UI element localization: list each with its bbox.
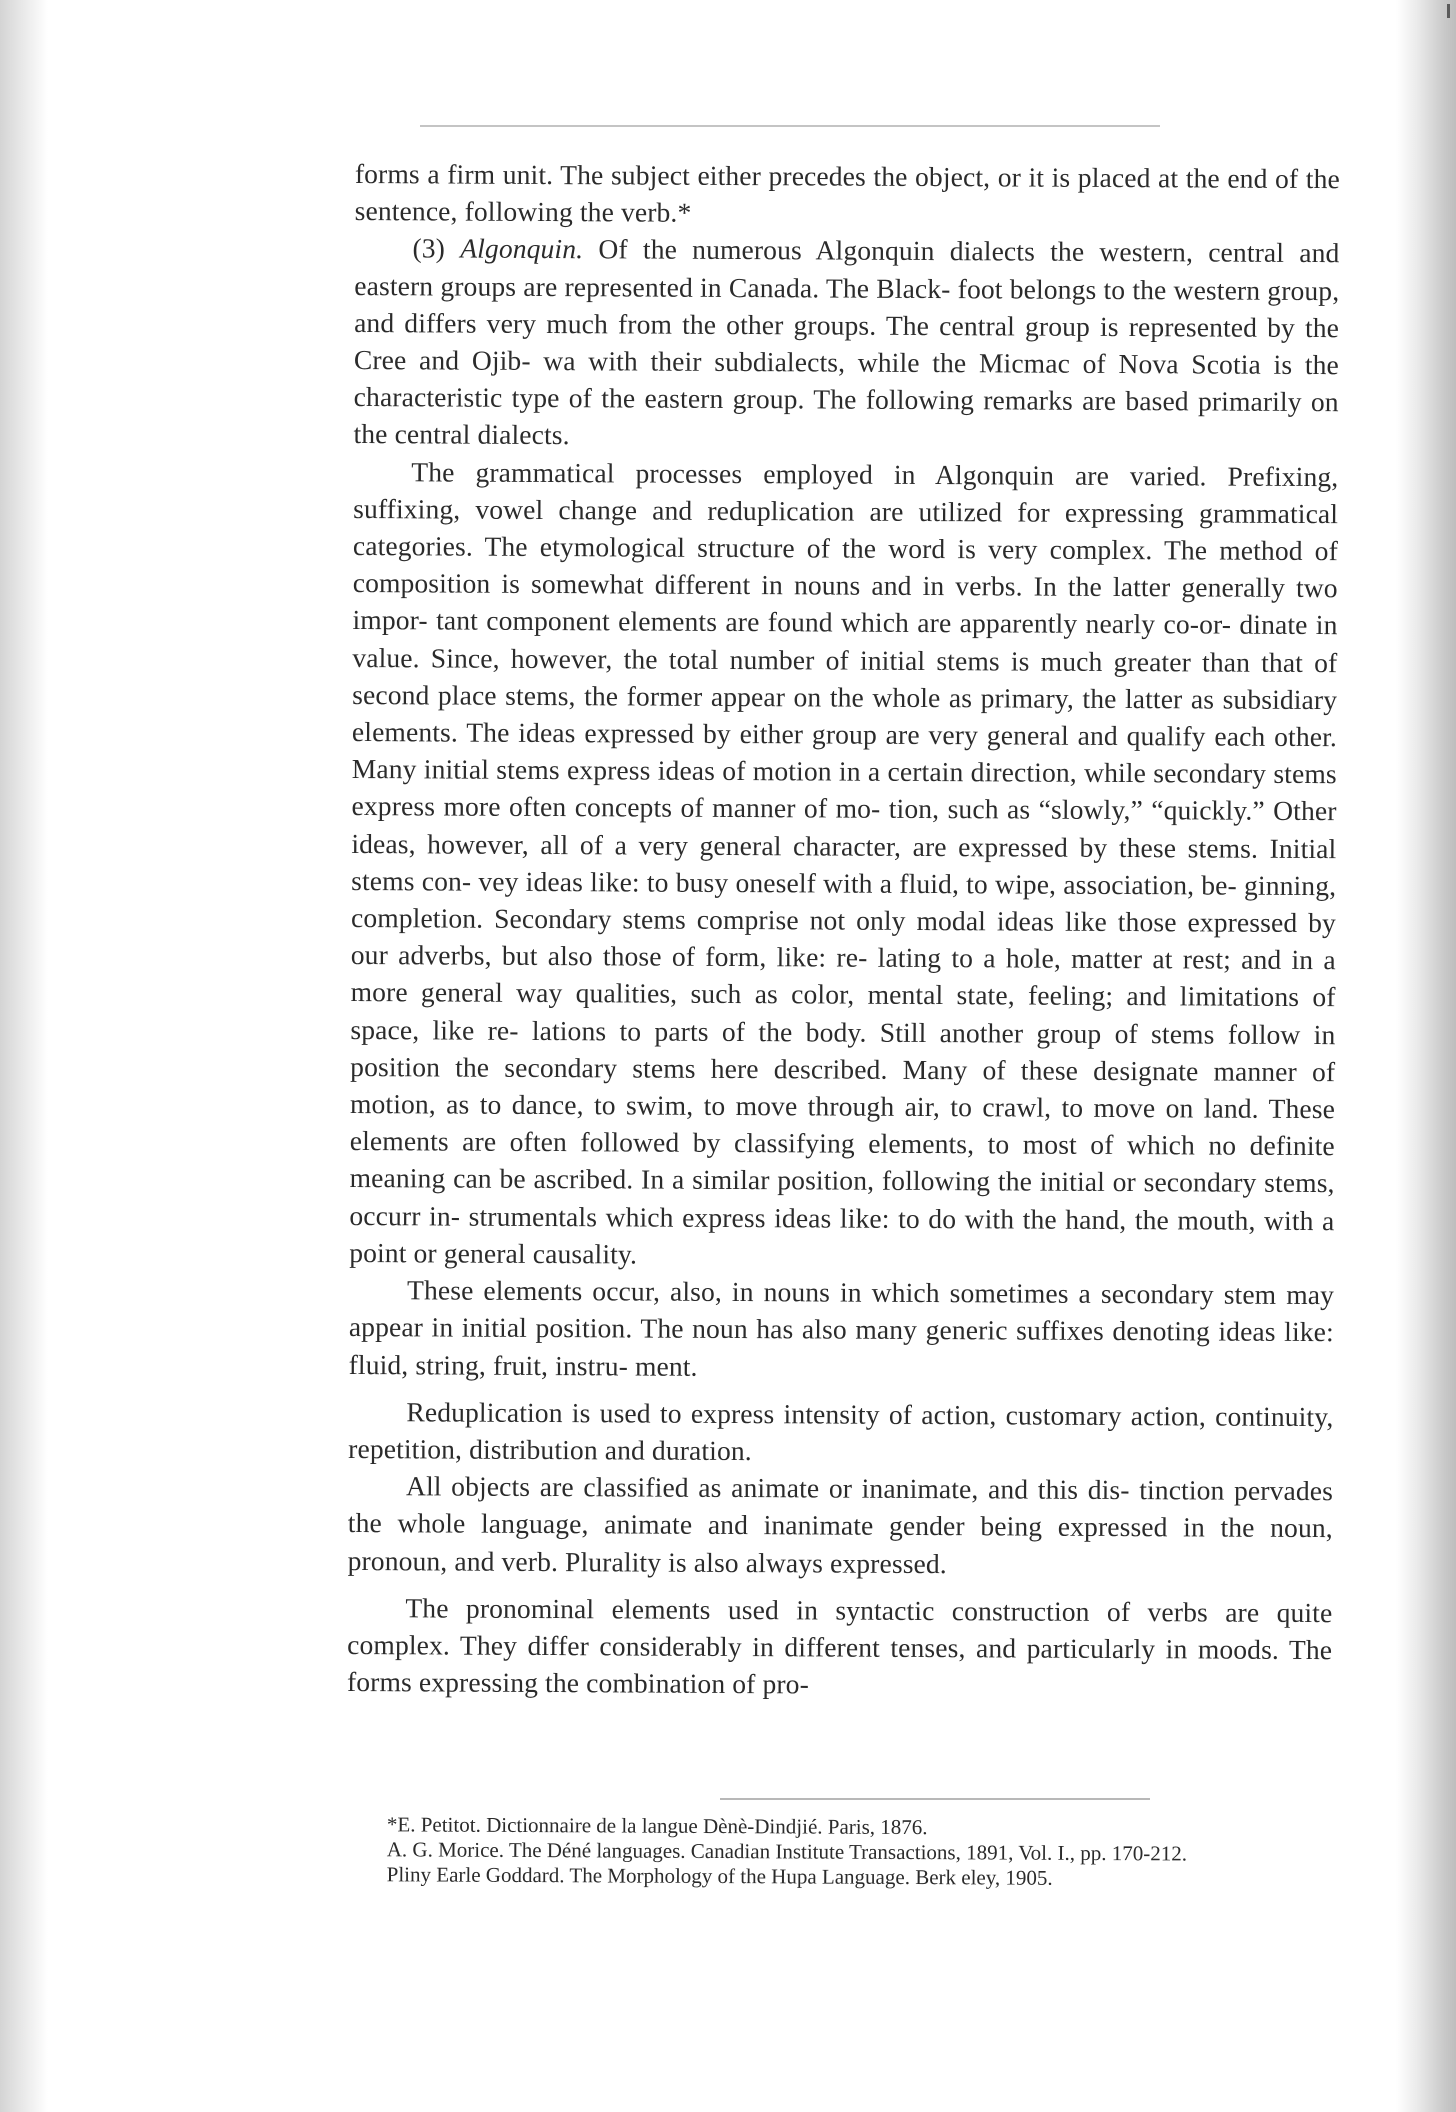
paragraph bbox=[349, 1271, 1335, 1388]
text-line: A. G. Morice. The Déné languages. Canadian Institute Transactions, bbox=[386, 1837, 961, 1865]
footnote-rule bbox=[720, 1798, 1150, 1800]
footnotes bbox=[332, 1812, 1317, 1892]
paragraph bbox=[348, 1467, 1334, 1584]
text-line: Prefixing, suffixing, vowel change and reduplication are utilized for bbox=[353, 460, 1339, 528]
text-line: based primarily on the central dialects. bbox=[353, 385, 1339, 451]
text-line: being expressed in the noun, pronoun, and verb. Plurality is also bbox=[347, 1510, 1333, 1578]
scan-corner-mark bbox=[1447, 4, 1450, 18]
footnote bbox=[332, 1862, 1317, 1892]
text-line: such as color, mental state, feeling; and limitations of space, like re- bbox=[350, 978, 1336, 1046]
text-line: ment. bbox=[634, 1349, 698, 1382]
text-line: eley, 1905. bbox=[961, 1865, 1053, 1890]
text-line: Many initial stems express ideas of motion in a certain direction, bbox=[351, 753, 1077, 789]
text-line: central and eastern groups are represented in Canada. The Black- bbox=[354, 236, 1340, 304]
text-line: action, continuity, repetition, distribution and duration. bbox=[348, 1399, 1334, 1467]
top-rule bbox=[420, 125, 1160, 127]
text-line: always expressed. bbox=[745, 1546, 947, 1579]
text-line: general character, are expressed by these stems. Initial stems con- bbox=[351, 829, 1337, 897]
text-line: like those expressed by our adverbs, but also those of form, like: re- bbox=[350, 905, 1337, 973]
text-line: to move on land. These elements are often followed by classifying bbox=[349, 1091, 1336, 1159]
text-line: expressing grammatical categories. The etymological structure of bbox=[352, 496, 1339, 564]
section-number: (3) bbox=[412, 232, 446, 264]
text-line: placed at the end of the sentence, following the verb.* bbox=[354, 161, 1340, 228]
text-line: tant component elements are found which are apparently nearly co-or- bbox=[436, 604, 1232, 641]
body-text bbox=[347, 155, 1340, 1705]
paragraph bbox=[353, 229, 1339, 457]
paragraph bbox=[355, 155, 1340, 235]
text-line: lating to a hole, matter at rest; and in a more general way qualities, bbox=[350, 942, 1336, 1010]
text-line: position the secondary stems here described. Many of these designate bbox=[350, 1050, 1199, 1087]
text-line: ginning, completion. Secondary stems comprise not only modal ideas bbox=[350, 869, 1337, 937]
text-line: the word is very complex. The method of composition is somewhat bbox=[352, 532, 1339, 600]
scan-left-edge bbox=[0, 0, 48, 2112]
text-line: tion, such as “slowly,” “quickly.” Other ideas, however, all of a very bbox=[351, 793, 1337, 861]
text-line: wa with their subdialects, while the Micmac of Nova Scotia is the bbox=[543, 345, 1340, 381]
text-line: secondary stem may appear in initial position. The noun has also bbox=[348, 1278, 1335, 1345]
text-line: many generic suffixes denoting ideas like: fluid, string, fruit, instru- bbox=[348, 1313, 1334, 1381]
section-heading: Algonquin. bbox=[460, 232, 584, 265]
text-line: manner of motion, as to dance, to swim, to move through air, to crawl, bbox=[349, 1055, 1336, 1123]
text-line: forms a firm unit. The subject either precedes the object, or it is bbox=[354, 157, 1071, 193]
text-line: are quite complex. They differ considerably in different tenses, and bbox=[347, 1596, 1333, 1664]
text-line: foot belongs to the western group, and differs very much from the bbox=[354, 272, 1340, 340]
text-line: vey ideas like: to busy oneself with a fluid, to wipe, association, be- bbox=[478, 865, 1237, 901]
text-line: other groups. The central group is represented by the Cree and Ojib- bbox=[353, 308, 1340, 376]
text-line: The grammatical processes employed in Algonquin are varied. bbox=[411, 455, 1207, 492]
text-line: The pronominal elements used in syntactic construction of verbs bbox=[405, 1592, 1208, 1628]
text-line: All objects are classified as animate or inanimate, and this dis- bbox=[405, 1470, 1130, 1506]
text-line: tinction pervades the whole language, animate and inanimate gender bbox=[347, 1474, 1334, 1542]
text-line: different in nouns and in verbs. In the latter generally two impor- bbox=[352, 568, 1338, 636]
text-line: dinate in value. Since, however, the total number of initial stems bbox=[352, 609, 1338, 677]
paragraph bbox=[349, 453, 1338, 1277]
text-line: while secondary stems express more often concepts of manner of mo- bbox=[351, 757, 1337, 825]
paragraph bbox=[347, 1589, 1333, 1706]
text-line: lations to parts of the body. Still another group of stems follow in bbox=[531, 1014, 1336, 1050]
text-line: particularly in moods. The forms expressing the combination of pro- bbox=[346, 1632, 1333, 1700]
text-line: expressed by either group are very general and qualify each other. bbox=[584, 717, 1338, 753]
text-line: 1891, Vol. I., pp. 170-212. bbox=[966, 1840, 1188, 1866]
text-line: elements, to most of which no definite meaning can be ascribed. In bbox=[349, 1127, 1335, 1196]
text-line: a similar position, following the initial or secondary stems, occurr in- bbox=[349, 1164, 1335, 1232]
text-line: with a point or general causality. bbox=[349, 1204, 1335, 1270]
text-line: Pliny Earle Goddard. The Morphology of the Hupa Language. Berk bbox=[386, 1862, 957, 1890]
text-line: Of the numerous Algonquin dialects the western, bbox=[598, 233, 1194, 268]
text-line: the whole as primary, the latter as subsidiary elements. The ideas bbox=[351, 681, 1338, 749]
scan-right-edge bbox=[1396, 0, 1456, 2112]
text-line: *E. Petitot. Dictionnaire de la langue Dènè-Dindjié. Paris, 1876. bbox=[386, 1812, 928, 1840]
text-line: characteristic type of the eastern group. The following remarks are bbox=[353, 381, 1117, 417]
text-line: Reduplication is used to express intensity of action, customary bbox=[406, 1395, 1122, 1431]
text-line: is much greater than that of second place stems, the former appear on bbox=[352, 645, 1338, 713]
paragraph bbox=[348, 1393, 1333, 1473]
text-line: strumentals which express ideas like: to do with the hand, the mouth, bbox=[468, 1200, 1256, 1236]
text-line: These elements occur, also, in nouns in which sometimes a bbox=[406, 1274, 1092, 1309]
